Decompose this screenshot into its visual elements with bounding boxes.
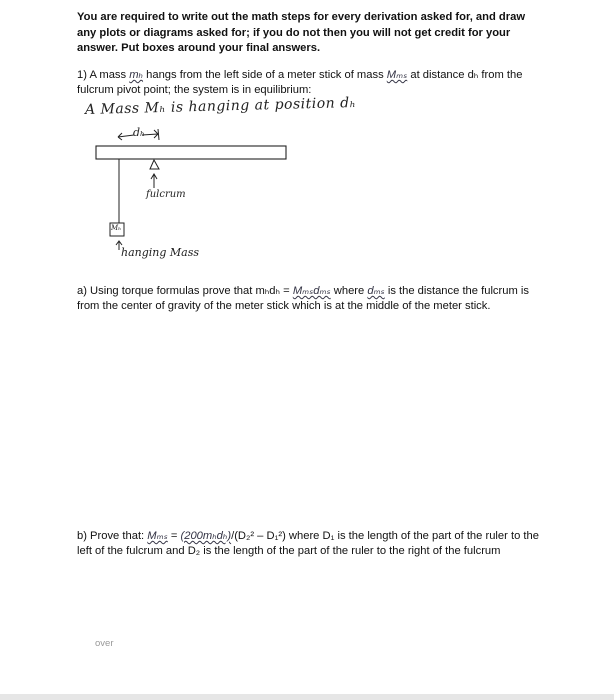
part-b-text <box>77 529 552 558</box>
part-a-suffix: is the distance the fulcrum is from the center of gravity of the meter stick which is at the middle of the meter stick. <box>77 285 529 312</box>
part-a-text <box>77 284 547 313</box>
stick-mass-symbol: Mₘₛ <box>386 69 408 81</box>
handwritten-caption: A Mass Mₕ is hanging at position dₕ <box>84 94 357 118</box>
fulcrum-arrow <box>151 174 157 188</box>
meter-stick <box>96 146 286 159</box>
hanging-mass-label: hanging Mass <box>121 246 200 259</box>
part-b-lhs: Mₘₛ <box>147 530 168 542</box>
part-b-prefix: b) Prove that: <box>77 530 148 542</box>
part-a-formula: Mₘₛdₘₛ <box>292 285 331 297</box>
fulcrum-triangle <box>150 160 159 169</box>
part-b-rest: /(D₂² – D₁²) where D₁ is the length of the part of the ruler to the left of the fulcrum and D₂ is the length of the part of the ruler to the right of the fulcrum <box>77 530 539 557</box>
question-1-text <box>77 68 547 97</box>
part-a-middle: where <box>330 285 368 297</box>
part-a-symbol: dₘₛ <box>367 285 385 297</box>
instructions-text: You are required to write out the math steps for every derivation asked for, and draw any plots or diagrams asked for; if you do not then you will not get credit for your answer. Put boxes around your final answers. <box>77 11 526 54</box>
meter-stick-diagram <box>90 118 300 273</box>
mass-symbol: mₕ <box>129 69 144 81</box>
over-footer: over <box>95 638 114 649</box>
part-b-equals: = <box>167 530 181 542</box>
page-bottom-border <box>0 694 614 700</box>
fulcrum-label: fulcrum <box>146 189 186 200</box>
q1-middle: hangs from the left side of a meter stick of mass <box>143 69 387 81</box>
part-a-prefix: a) Using torque formulas prove that mₕdₕ = <box>77 285 293 297</box>
mass-box-label: Mₕ <box>111 224 122 232</box>
part-b-numerator: (200mₕdₕ) <box>180 530 232 542</box>
q1-prefix: 1) A mass <box>77 69 130 81</box>
distance-label: dₕ <box>133 126 145 139</box>
q1-suffix: at distance dₕ from the fulcrum pivot point; the system is in equilibrium: <box>77 69 523 96</box>
